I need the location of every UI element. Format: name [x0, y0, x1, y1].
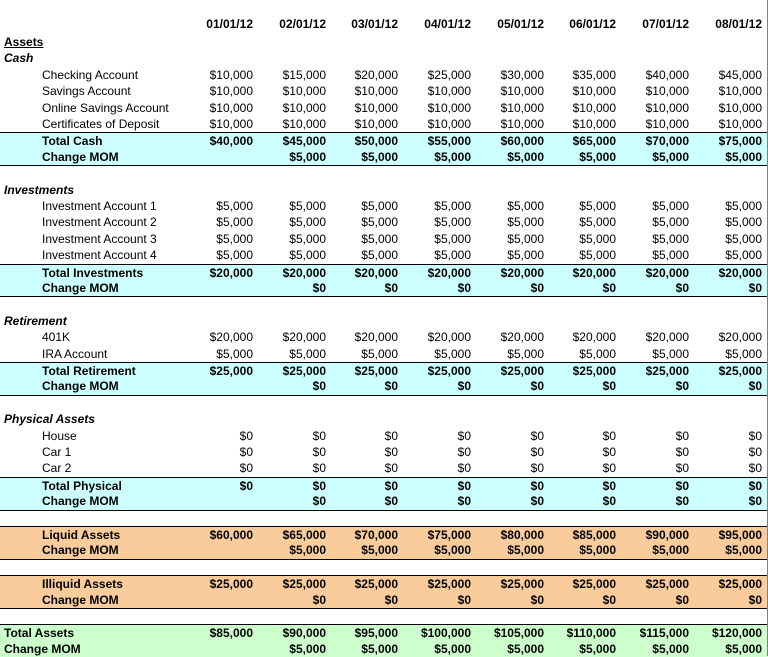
value-cell[interactable]: $115,000 — [639, 626, 689, 641]
table-row — [0, 428, 768, 444]
value-cell[interactable]: $20,000 — [282, 265, 326, 280]
section-heading-row — [0, 411, 768, 427]
total-change-mom-row — [0, 641, 768, 657]
value-cell[interactable]: $0 — [748, 592, 762, 607]
value-cell[interactable]: $0 — [312, 445, 326, 459]
value-cell[interactable]: $5,000 — [434, 346, 471, 361]
value-cell[interactable]: $5,000 — [579, 199, 616, 213]
value-cell[interactable]: $5,000 — [434, 215, 471, 230]
value-cell[interactable]: $0 — [602, 379, 616, 394]
value-cell[interactable]: $5,000 — [652, 231, 689, 246]
value-cell[interactable]: $5,000 — [725, 641, 762, 656]
value-cell[interactable]: $5,000 — [507, 149, 544, 164]
value-cell[interactable]: $10,000 — [500, 100, 544, 115]
total-row — [0, 575, 768, 592]
row-label[interactable]: Investment Account 4 — [42, 248, 157, 263]
assets-title-row — [0, 34, 768, 50]
value-cell[interactable]: $90,000 — [645, 528, 689, 542]
value-cell[interactable]: $10,000 — [354, 100, 398, 115]
value-cell[interactable]: $35,000 — [572, 67, 616, 82]
table-row — [0, 329, 768, 345]
row-label[interactable]: Total Physical — [42, 478, 122, 493]
value-cell[interactable]: $5,000 — [289, 543, 326, 558]
value-cell[interactable]: $0 — [530, 379, 544, 394]
value-cell[interactable]: $10,000 — [282, 117, 326, 131]
value-cell[interactable]: $25,000 — [427, 67, 471, 82]
value-cell[interactable]: $25,000 — [572, 364, 616, 378]
value-cell[interactable]: $0 — [384, 445, 398, 459]
value-cell[interactable]: $5,000 — [725, 543, 762, 558]
value-cell[interactable] — [183, 149, 253, 165]
value-cell[interactable]: $25,000 — [645, 577, 689, 592]
value-cell[interactable]: $10,000 — [645, 100, 689, 115]
value-cell[interactable]: $5,000 — [579, 248, 616, 263]
value-cell[interactable]: $5,000 — [507, 248, 544, 263]
value-cell[interactable]: $20,000 — [645, 330, 689, 345]
change-mom-row — [0, 542, 768, 559]
value-cell[interactable]: $5,000 — [579, 641, 616, 656]
value-cell[interactable]: $0 — [675, 494, 689, 509]
value-cell[interactable]: $0 — [602, 461, 616, 476]
value-cell[interactable]: $5,000 — [289, 149, 326, 164]
row-label[interactable]: Total Investments — [42, 265, 144, 280]
value-cell[interactable]: $5,000 — [507, 543, 544, 558]
value-cell[interactable]: $5,000 — [434, 199, 471, 213]
table-row — [0, 198, 768, 214]
value-cell[interactable]: $5,000 — [361, 641, 398, 656]
value-cell[interactable]: $0 — [312, 379, 326, 394]
row-label[interactable]: Investments — [4, 182, 75, 197]
value-cell[interactable]: $10,000 — [500, 84, 544, 99]
value-cell[interactable]: $10,000 — [209, 67, 253, 82]
value-cell[interactable]: $25,000 — [500, 577, 544, 592]
value-cell[interactable]: $10,000 — [282, 84, 326, 99]
value-cell[interactable]: $25,000 — [209, 364, 253, 378]
row-label[interactable]: Change MOM — [42, 592, 119, 607]
value-cell[interactable]: $5,000 — [361, 149, 398, 164]
value-cell[interactable]: $5,000 — [507, 346, 544, 361]
value-cell[interactable]: $25,000 — [718, 364, 762, 378]
blank-row — [0, 165, 768, 181]
row-label[interactable]: Checking Account — [42, 67, 139, 82]
value-cell[interactable]: $25,000 — [572, 577, 616, 592]
value-cell[interactable]: $10,000 — [427, 84, 471, 99]
value-cell[interactable] — [183, 378, 253, 394]
value-cell[interactable]: $0 — [312, 461, 326, 476]
value-cell[interactable]: $20,000 — [500, 330, 544, 345]
row-label[interactable]: Change MOM — [42, 494, 119, 509]
section-heading-row — [0, 313, 768, 329]
value-cell[interactable]: $10,000 — [209, 100, 253, 115]
value-cell[interactable]: $10,000 — [572, 100, 616, 115]
value-cell[interactable]: $5,000 — [216, 199, 253, 213]
value-cell[interactable]: $5,000 — [434, 149, 471, 164]
value-cell[interactable]: $5,000 — [361, 543, 398, 558]
value-cell[interactable]: $0 — [239, 461, 253, 476]
table-row — [0, 100, 768, 116]
value-cell[interactable]: $20,000 — [645, 265, 689, 280]
value-cell[interactable]: $0 — [530, 461, 544, 476]
row-label[interactable]: Investment Account 3 — [42, 231, 157, 246]
value-cell[interactable]: $25,000 — [209, 577, 253, 592]
value-cell[interactable]: $45,000 — [718, 67, 762, 82]
row-label[interactable]: Total Cash — [42, 134, 103, 149]
blank-row — [0, 608, 768, 624]
value-cell[interactable]: $20,000 — [572, 265, 616, 280]
value-cell[interactable]: $5,000 — [216, 346, 253, 361]
value-cell[interactable]: $10,000 — [645, 84, 689, 99]
value-cell[interactable]: $10,000 — [354, 117, 398, 131]
table-row — [0, 67, 768, 83]
value-cell[interactable]: $0 — [675, 281, 689, 295]
value-cell[interactable]: $25,000 — [500, 364, 544, 378]
value-cell[interactable]: $70,000 — [354, 528, 398, 542]
value-cell[interactable]: $0 — [457, 445, 471, 459]
value-cell[interactable]: $10,000 — [718, 84, 762, 99]
value-cell[interactable]: $0 — [457, 478, 471, 493]
value-cell[interactable] — [183, 641, 253, 657]
date-header[interactable]: 06/01/12 — [569, 17, 616, 31]
value-cell[interactable]: $0 — [530, 445, 544, 459]
row-label[interactable]: Total Assets — [4, 626, 75, 641]
value-cell[interactable]: $15,000 — [282, 67, 326, 82]
total-row — [0, 264, 768, 281]
row-label[interactable]: Investment Account 2 — [42, 215, 157, 230]
value-cell[interactable]: $60,000 — [209, 528, 253, 542]
value-cell[interactable]: $5,000 — [361, 346, 398, 361]
row-label[interactable]: Change MOM — [42, 543, 119, 558]
value-cell[interactable]: $5,000 — [434, 641, 471, 656]
value-cell[interactable]: $0 — [239, 428, 253, 443]
value-cell[interactable]: $5,000 — [507, 641, 544, 656]
value-cell[interactable]: $0 — [675, 445, 689, 459]
value-cell[interactable]: $70,000 — [645, 134, 689, 149]
row-label[interactable]: Change MOM — [4, 641, 81, 656]
value-cell[interactable]: $5,000 — [652, 543, 689, 558]
value-cell[interactable]: $10,000 — [209, 84, 253, 99]
row-label[interactable]: 401K — [42, 330, 71, 345]
blank-row — [0, 510, 768, 526]
value-cell[interactable]: $0 — [602, 445, 616, 459]
value-cell[interactable]: $0 — [312, 478, 326, 493]
value-cell[interactable]: $5,000 — [579, 346, 616, 361]
value-cell[interactable]: $75,000 — [718, 134, 762, 149]
value-cell[interactable]: $0 — [675, 592, 689, 607]
value-cell[interactable]: $0 — [675, 478, 689, 493]
value-cell[interactable] — [183, 493, 253, 509]
row-label[interactable]: Online Savings Account — [42, 100, 169, 115]
value-cell[interactable]: $25,000 — [718, 577, 762, 592]
value-cell[interactable]: $5,000 — [216, 231, 253, 246]
date-header[interactable]: 04/01/12 — [424, 17, 471, 31]
value-cell[interactable]: $5,000 — [361, 215, 398, 230]
value-cell[interactable]: $5,000 — [289, 346, 326, 361]
value-cell[interactable]: $0 — [602, 592, 616, 607]
value-cell[interactable]: $100,000 — [420, 626, 471, 641]
blank-row — [0, 559, 768, 575]
value-cell[interactable]: $10,000 — [209, 117, 253, 131]
value-cell[interactable]: $10,000 — [718, 100, 762, 115]
value-cell[interactable]: $0 — [748, 494, 762, 509]
value-cell[interactable]: $5,000 — [216, 215, 253, 230]
blank-row — [0, 395, 768, 411]
value-cell[interactable]: $0 — [530, 592, 544, 607]
value-cell[interactable]: $5,000 — [361, 248, 398, 263]
value-cell[interactable]: $20,000 — [718, 265, 762, 280]
value-cell[interactable]: $0 — [457, 592, 471, 607]
value-cell[interactable]: $0 — [312, 494, 326, 509]
value-cell[interactable]: $75,000 — [427, 528, 471, 542]
value-cell[interactable] — [183, 542, 253, 558]
value-cell[interactable]: $10,000 — [354, 84, 398, 99]
row-label[interactable]: Change MOM — [42, 379, 119, 394]
value-cell[interactable]: $30,000 — [500, 67, 544, 82]
value-cell[interactable]: $65,000 — [282, 528, 326, 542]
value-cell[interactable]: $0 — [602, 281, 616, 295]
value-cell[interactable]: $5,000 — [652, 248, 689, 263]
value-cell[interactable]: $10,000 — [282, 100, 326, 115]
value-cell[interactable]: $0 — [748, 428, 762, 443]
date-header[interactable]: 02/01/12 — [279, 17, 326, 31]
value-cell[interactable]: $5,000 — [579, 231, 616, 246]
value-cell[interactable]: $5,000 — [507, 215, 544, 230]
value-cell[interactable]: $0 — [748, 379, 762, 394]
row-label[interactable]: Car 1 — [42, 445, 72, 459]
value-cell[interactable] — [183, 280, 253, 296]
value-cell[interactable]: $0 — [384, 592, 398, 607]
value-cell[interactable]: $10,000 — [427, 117, 471, 131]
table-row — [0, 460, 768, 476]
value-cell[interactable]: $10,000 — [572, 84, 616, 99]
value-cell[interactable]: $40,000 — [209, 134, 253, 149]
value-cell[interactable]: $20,000 — [572, 330, 616, 345]
value-cell[interactable]: $5,000 — [579, 149, 616, 164]
total-row — [0, 362, 768, 379]
value-cell[interactable]: $0 — [312, 428, 326, 443]
value-cell[interactable]: $0 — [384, 281, 398, 295]
date-header[interactable]: 01/01/12 — [206, 17, 253, 31]
value-cell[interactable]: $0 — [312, 281, 326, 295]
value-cell[interactable]: $5,000 — [725, 346, 762, 361]
value-cell[interactable]: $90,000 — [282, 626, 326, 641]
row-label[interactable]: Savings Account — [42, 84, 131, 99]
value-cell[interactable]: $0 — [530, 494, 544, 509]
row-label[interactable]: Physical Assets — [4, 412, 95, 427]
value-cell[interactable]: $20,000 — [427, 330, 471, 345]
value-cell[interactable]: $25,000 — [427, 577, 471, 592]
section-heading-row — [0, 50, 768, 66]
value-cell[interactable]: $5,000 — [725, 231, 762, 246]
value-cell[interactable]: $0 — [457, 461, 471, 476]
value-cell[interactable]: $5,000 — [652, 215, 689, 230]
value-cell[interactable]: $20,000 — [354, 67, 398, 82]
total-row — [0, 477, 768, 494]
value-cell[interactable]: $0 — [384, 379, 398, 394]
row-label[interactable]: Change MOM — [42, 149, 119, 164]
value-cell[interactable]: $0 — [384, 461, 398, 476]
row-label[interactable]: Assets — [4, 35, 44, 49]
value-cell[interactable] — [183, 592, 253, 608]
row-label[interactable]: Investment Account 1 — [42, 199, 157, 213]
value-cell[interactable]: $5,000 — [361, 231, 398, 246]
value-cell[interactable]: $45,000 — [282, 134, 326, 149]
value-cell[interactable]: $10,000 — [500, 117, 544, 131]
value-cell[interactable]: $0 — [602, 428, 616, 443]
value-cell[interactable]: $80,000 — [500, 528, 544, 542]
value-cell[interactable]: $0 — [384, 478, 398, 493]
value-cell[interactable]: $5,000 — [652, 199, 689, 213]
value-cell[interactable]: $5,000 — [434, 543, 471, 558]
date-header[interactable]: 05/01/12 — [497, 17, 544, 31]
total-row — [0, 526, 768, 543]
value-cell[interactable]: $5,000 — [725, 199, 762, 213]
change-mom-row — [0, 149, 768, 166]
value-cell[interactable]: $20,000 — [282, 330, 326, 345]
row-label[interactable]: Certificates of Deposit — [42, 117, 160, 131]
value-cell[interactable]: $0 — [530, 281, 544, 295]
row-label[interactable]: Cash — [4, 51, 34, 66]
value-cell[interactable]: $5,000 — [652, 641, 689, 656]
value-cell[interactable]: $40,000 — [645, 67, 689, 82]
value-cell[interactable]: $0 — [384, 428, 398, 443]
value-cell[interactable]: $5,000 — [434, 231, 471, 246]
row-label[interactable]: House — [42, 428, 77, 443]
table-row — [0, 214, 768, 230]
value-cell[interactable]: $85,000 — [572, 528, 616, 542]
value-cell[interactable]: $0 — [748, 478, 762, 493]
value-cell[interactable]: $5,000 — [507, 231, 544, 246]
value-cell[interactable]: $0 — [457, 281, 471, 295]
value-cell[interactable]: $25,000 — [282, 577, 326, 592]
value-cell[interactable]: $65,000 — [572, 134, 616, 149]
date-header[interactable]: 07/01/12 — [642, 17, 689, 31]
value-cell[interactable]: $0 — [312, 592, 326, 607]
table-row — [0, 346, 768, 362]
total-assets-row — [0, 624, 768, 641]
value-cell[interactable]: $25,000 — [427, 364, 471, 378]
value-cell[interactable]: $85,000 — [209, 626, 253, 641]
value-cell[interactable]: $25,000 — [645, 364, 689, 378]
blank-row — [0, 296, 768, 312]
value-cell[interactable]: $0 — [748, 281, 762, 295]
value-cell[interactable]: $0 — [602, 494, 616, 509]
value-cell[interactable]: $0 — [457, 494, 471, 509]
value-cell[interactable]: $20,000 — [354, 330, 398, 345]
value-cell[interactable]: $20,000 — [209, 265, 253, 280]
value-cell[interactable]: $5,000 — [289, 231, 326, 246]
section-heading-row — [0, 182, 768, 198]
value-cell[interactable]: $5,000 — [579, 543, 616, 558]
value-cell[interactable]: $0 — [748, 461, 762, 476]
table-row — [0, 116, 768, 132]
table-row — [0, 247, 768, 263]
value-cell[interactable]: $0 — [748, 445, 762, 459]
value-cell[interactable]: $5,000 — [289, 248, 326, 263]
date-header[interactable]: 08/01/12 — [715, 17, 762, 31]
row-label[interactable]: Total Retirement — [42, 364, 136, 378]
value-cell[interactable]: $5,000 — [289, 641, 326, 656]
value-cell[interactable]: $20,000 — [500, 265, 544, 280]
value-cell[interactable]: $20,000 — [427, 265, 471, 280]
value-cell[interactable]: $55,000 — [427, 134, 471, 149]
change-mom-row — [0, 493, 768, 510]
value-cell[interactable]: $5,000 — [652, 346, 689, 361]
row-label[interactable]: Liquid Assets — [42, 528, 121, 542]
value-cell[interactable]: $5,000 — [216, 248, 253, 263]
value-cell[interactable]: $5,000 — [361, 199, 398, 213]
value-cell[interactable]: $5,000 — [289, 199, 326, 213]
value-cell[interactable]: $0 — [384, 494, 398, 509]
value-cell[interactable]: $10,000 — [645, 117, 689, 131]
value-cell[interactable]: $5,000 — [579, 215, 616, 230]
table-row — [0, 231, 768, 247]
row-label[interactable]: Change MOM — [42, 281, 119, 295]
row-label[interactable]: Illiquid Assets — [42, 577, 123, 592]
value-cell[interactable]: $20,000 — [209, 330, 253, 345]
value-cell[interactable]: $50,000 — [354, 134, 398, 149]
row-label[interactable]: Retirement — [4, 313, 67, 328]
value-cell[interactable]: $5,000 — [652, 149, 689, 164]
value-cell[interactable]: $25,000 — [282, 364, 326, 378]
value-cell[interactable]: $5,000 — [507, 199, 544, 213]
value-cell[interactable]: $60,000 — [500, 134, 544, 149]
header-row — [0, 16, 768, 32]
value-cell[interactable]: $120,000 — [711, 626, 762, 641]
value-cell[interactable]: $10,000 — [427, 100, 471, 115]
value-cell[interactable]: $5,000 — [289, 215, 326, 230]
value-cell[interactable]: $0 — [602, 478, 616, 493]
value-cell[interactable]: $10,000 — [718, 117, 762, 131]
value-cell[interactable]: $5,000 — [725, 215, 762, 230]
table-row — [0, 444, 768, 460]
value-cell[interactable]: $0 — [530, 428, 544, 443]
value-cell[interactable]: $5,000 — [725, 149, 762, 164]
value-cell[interactable]: $0 — [457, 428, 471, 443]
value-cell[interactable]: $0 — [530, 478, 544, 493]
change-mom-row — [0, 592, 768, 609]
value-cell[interactable]: $95,000 — [718, 528, 762, 542]
total-row — [0, 132, 768, 149]
value-cell[interactable]: $20,000 — [354, 265, 398, 280]
value-cell[interactable]: $5,000 — [725, 248, 762, 263]
value-cell[interactable]: $95,000 — [354, 626, 398, 641]
value-cell[interactable]: $0 — [675, 428, 689, 443]
change-mom-row — [0, 378, 768, 395]
value-cell[interactable]: $25,000 — [354, 577, 398, 592]
value-cell[interactable]: $0 — [675, 379, 689, 394]
value-cell[interactable]: $5,000 — [434, 248, 471, 263]
value-cell[interactable]: $0 — [239, 478, 253, 493]
value-cell[interactable]: $110,000 — [566, 626, 616, 641]
value-cell[interactable]: $20,000 — [718, 330, 762, 345]
table-row — [0, 83, 768, 99]
value-cell[interactable]: $10,000 — [572, 117, 616, 131]
value-cell[interactable]: $25,000 — [354, 364, 398, 378]
date-header[interactable]: 03/01/12 — [351, 17, 398, 31]
value-cell[interactable]: $0 — [239, 445, 253, 459]
row-label[interactable]: Car 2 — [42, 461, 72, 476]
value-cell[interactable]: $105,000 — [493, 626, 544, 641]
change-mom-row — [0, 280, 768, 297]
value-cell[interactable]: $0 — [457, 379, 471, 394]
row-label[interactable]: IRA Account — [42, 346, 108, 361]
value-cell[interactable]: $0 — [675, 461, 689, 476]
